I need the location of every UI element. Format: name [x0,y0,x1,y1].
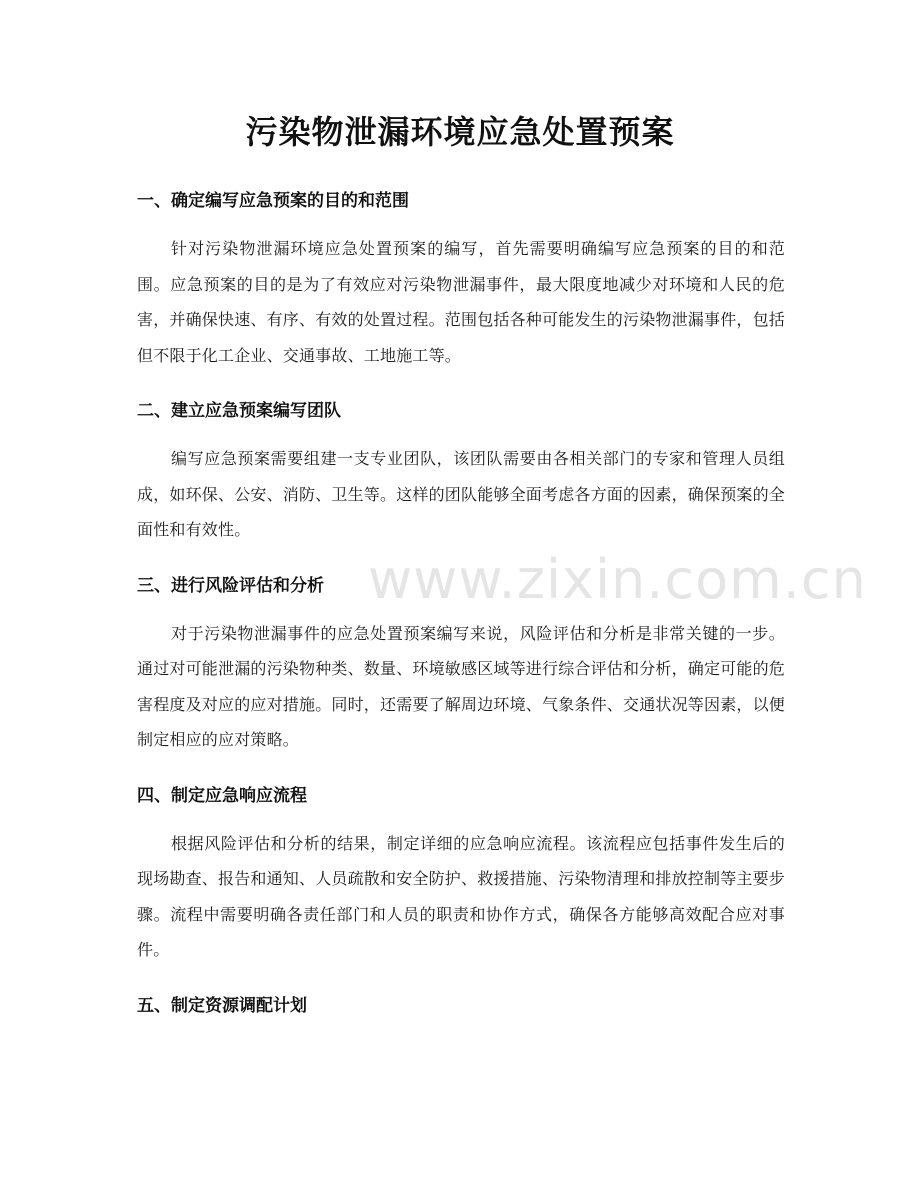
section-heading: 五、制定资源调配计划 [137,995,307,1016]
document-title: 污染物泄漏环境应急处置预案 [245,113,675,151]
watermark: www.zixin.com.cn [368,548,867,611]
section-heading: 三、进行风险评估和分析 [137,575,324,596]
section-heading: 二、建立应急预案编写团队 [137,401,341,421]
section-purpose-scope [137,185,785,373]
document-body [137,185,785,1036]
section-paragraph: 根据风险评估和分析的结果，制定详细的应急响应流程。该流程应包括事件发生后的现场勘查、报告和通知、人员疏散和安全防护、救援措施、污染物清理和排放控制等主要步骤。流程中需要明确各责任部门和人员的职责和协作方式，确保各方能够高效配合应对事件。 [137,833,786,959]
section-risk-assessment [137,570,785,758]
section-response-process [137,780,785,968]
section-heading: 一、确定编写应急预案的目的和范围 [137,191,409,211]
section-paragraph: 针对污染物泄漏环境应急处置预案的编写，首先需要明确编写应急预案的目的和范围。应急预案的目的是为了有效应对污染物泄漏事件，最大限度地减少对环境和人民的危害，并确保快速、有序、有效的处置过程。范围包括各种可能发生的污染物泄漏事件，包括但不限于化工企业、交通事故、工地施工等。 [137,239,786,365]
section-resource-plan [137,990,785,1022]
section-paragraph: 对于污染物泄漏事件的应急处置预案编写来说，风险评估和分析是非常关键的一步。通过对可能泄漏的污染物种类、数量、环境敏感区域等进行综合评估和分析，确定可能的危害程度及对应的应对措施。同时，还需要了解周边环境、气象条件、交通状况等因素，以便制定相应的应对策略。 [137,623,786,749]
section-team [137,395,785,548]
section-heading: 四、制定应急响应流程 [137,785,307,806]
section-paragraph: 编写应急预案需要组建一支专业团队，该团队需要由各相关部门的专家和管理人员组成，如环保、公安、消防、卫生等。这样的团队能够全面考虑各方面的因素，确保预案的全面性和有效性。 [137,449,786,539]
